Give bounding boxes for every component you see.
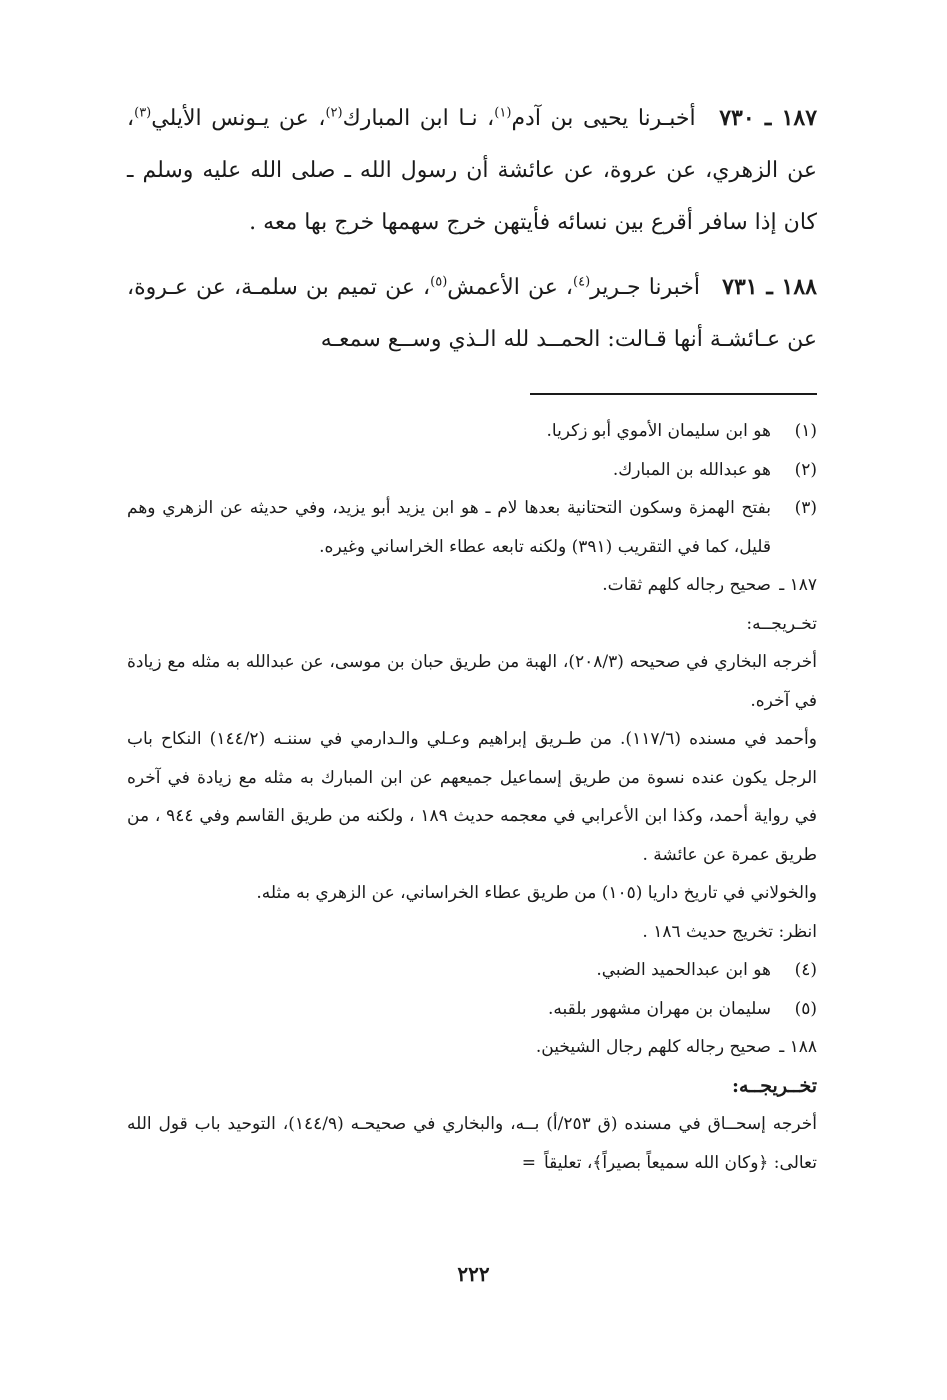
grading-187 — [127, 566, 817, 605]
footnotes — [127, 412, 817, 1182]
footnote-3 — [127, 489, 817, 566]
footnote-divider — [530, 393, 817, 395]
hadith-segment: أخبـرنا يحيى بن آدم — [511, 106, 696, 131]
grading-text: صحيح رجاله كلهم ثقات. — [602, 575, 771, 595]
grading-marker: ١٨٨ ـ — [779, 1037, 817, 1057]
hadith-segment: أخبرنا جـرير — [590, 275, 701, 300]
footnote-ref: (٢) — [325, 105, 343, 121]
continuation-mark: = — [521, 1152, 536, 1173]
footnote-ref: (١) — [494, 105, 512, 121]
grading-text: صحيح رجاله كلهم رجال الشيخين. — [535, 1037, 771, 1057]
footnote-ref: (٤) — [573, 274, 591, 290]
hadith-730-text — [127, 92, 817, 249]
takhrij-paragraph: والخولاني في تاريخ داريا (١٠٥) من طريق عطاء الخراساني، عن الزهري به مثله. — [256, 883, 817, 903]
takhrij-paragraph — [127, 1105, 817, 1182]
footnote-4 — [127, 951, 817, 990]
hadith-segment: ، عن الزهري، عن عروة، عن عائشة أن رسول الله ـ صلى الله عليه وسلم ـ كان إذا سافر أقرع بين نسائه فأيتهن خرج سهمها خرج بها معه . — [127, 106, 817, 235]
hadith-730 — [127, 92, 817, 249]
takhrij-paragraph: انظر: تخريج حديث ١٨٦ . — [642, 921, 817, 942]
footnote-marker: (٤) — [794, 960, 817, 980]
hadith-731 — [127, 261, 817, 366]
hadith-number: ١٨٧ ـ ٧٣٠ — [719, 105, 818, 131]
main-text — [127, 92, 817, 378]
grading-188 — [127, 1028, 817, 1067]
footnote-marker: (٢) — [794, 459, 817, 480]
footnote-text: سليمان بن مهران مشهور بلقبه. — [547, 998, 771, 1019]
takhrij-paragraph: وأحمد في مسنده (١١٧/٦). من طـريق إبراهيم وعـلي والـدارمي في سننـه (١٤٤/٢) النكاح باب الرجل يكون عنده نسوة من طريق إسماعيل جميعهم عن ابن المبارك به مثله مع زيادة في آخره في رواية أحمد، وكذا ابن الأعرابي في معجمه حديث ١٨٩ ، ولكنه من طريق القاسم وفي ٩٤٤ ، من طريق عمرة عن عائشة . — [127, 729, 817, 865]
takhrij-heading-188: تخــريجــه: — [731, 1074, 817, 1097]
footnote-text: هو ابن عبدالحميد الضبي. — [596, 960, 771, 980]
footnote-5 — [127, 990, 817, 1029]
footnote-marker: (٣) — [794, 498, 817, 518]
footnote-1 — [127, 412, 817, 451]
grading-marker: ١٨٧ ـ — [779, 575, 817, 595]
footnote-text: هو ابن سليمان الأموي أبو زكريا. — [546, 421, 771, 441]
hadith-segment: ، عن الأعمش — [447, 275, 574, 300]
hadith-731-text — [127, 261, 817, 366]
footnote-ref: (٥) — [430, 274, 448, 290]
page-number: ٢٢٢ — [457, 1262, 490, 1286]
footnote-2 — [127, 451, 817, 490]
hadith-segment: ، عن يـونس الأيلي — [151, 106, 326, 131]
hadith-number: ١٨٨ ـ ٧٣١ — [722, 274, 817, 300]
takhrij-paragraph: أخرجه البخاري في صحيحه (٢٠٨/٣)، الهبة من طريق حبان بن موسى، عن عبدالله به مثله مع زيادة في آخره. — [127, 652, 817, 711]
footnote-text: بفتح الهمزة وسكون التحتانية بعدها لام ـ هو ابن يزيد أبو يزيد، وفي حديثه عن الزهري وهم قليل، كما في التقريب (٣٩١) ولكنه تابعه عطاء الخراساني وغيره. — [127, 498, 771, 557]
footnote-ref: (٣) — [134, 105, 152, 121]
footnote-text: هو عبدالله بن المبارك. — [612, 459, 771, 480]
footnote-marker: (١) — [794, 421, 817, 441]
hadith-segment: ، عن تميم بن سلمـة، عن عـروة، عن عـائشـة أنها قـالت: الحمــد لله الـذي وســع سمعـه — [127, 275, 817, 352]
takhrij-heading-187: تخـريجــه: — [746, 613, 817, 634]
footnote-marker: (٥) — [794, 998, 817, 1019]
takhrij-paragraph-text: أخرجه إسحــاق في مسنده (ق ٢٥٣/أ) بــه، والبخاري في صحيحـه (١٤٤/٩)، التوحيد باب قول الله تعالى: ﴿وكان الله سميعاً بصيراً﴾، تعليقاً — [127, 1114, 818, 1173]
hadith-segment: ، نـا ابن المبارك — [342, 106, 495, 131]
